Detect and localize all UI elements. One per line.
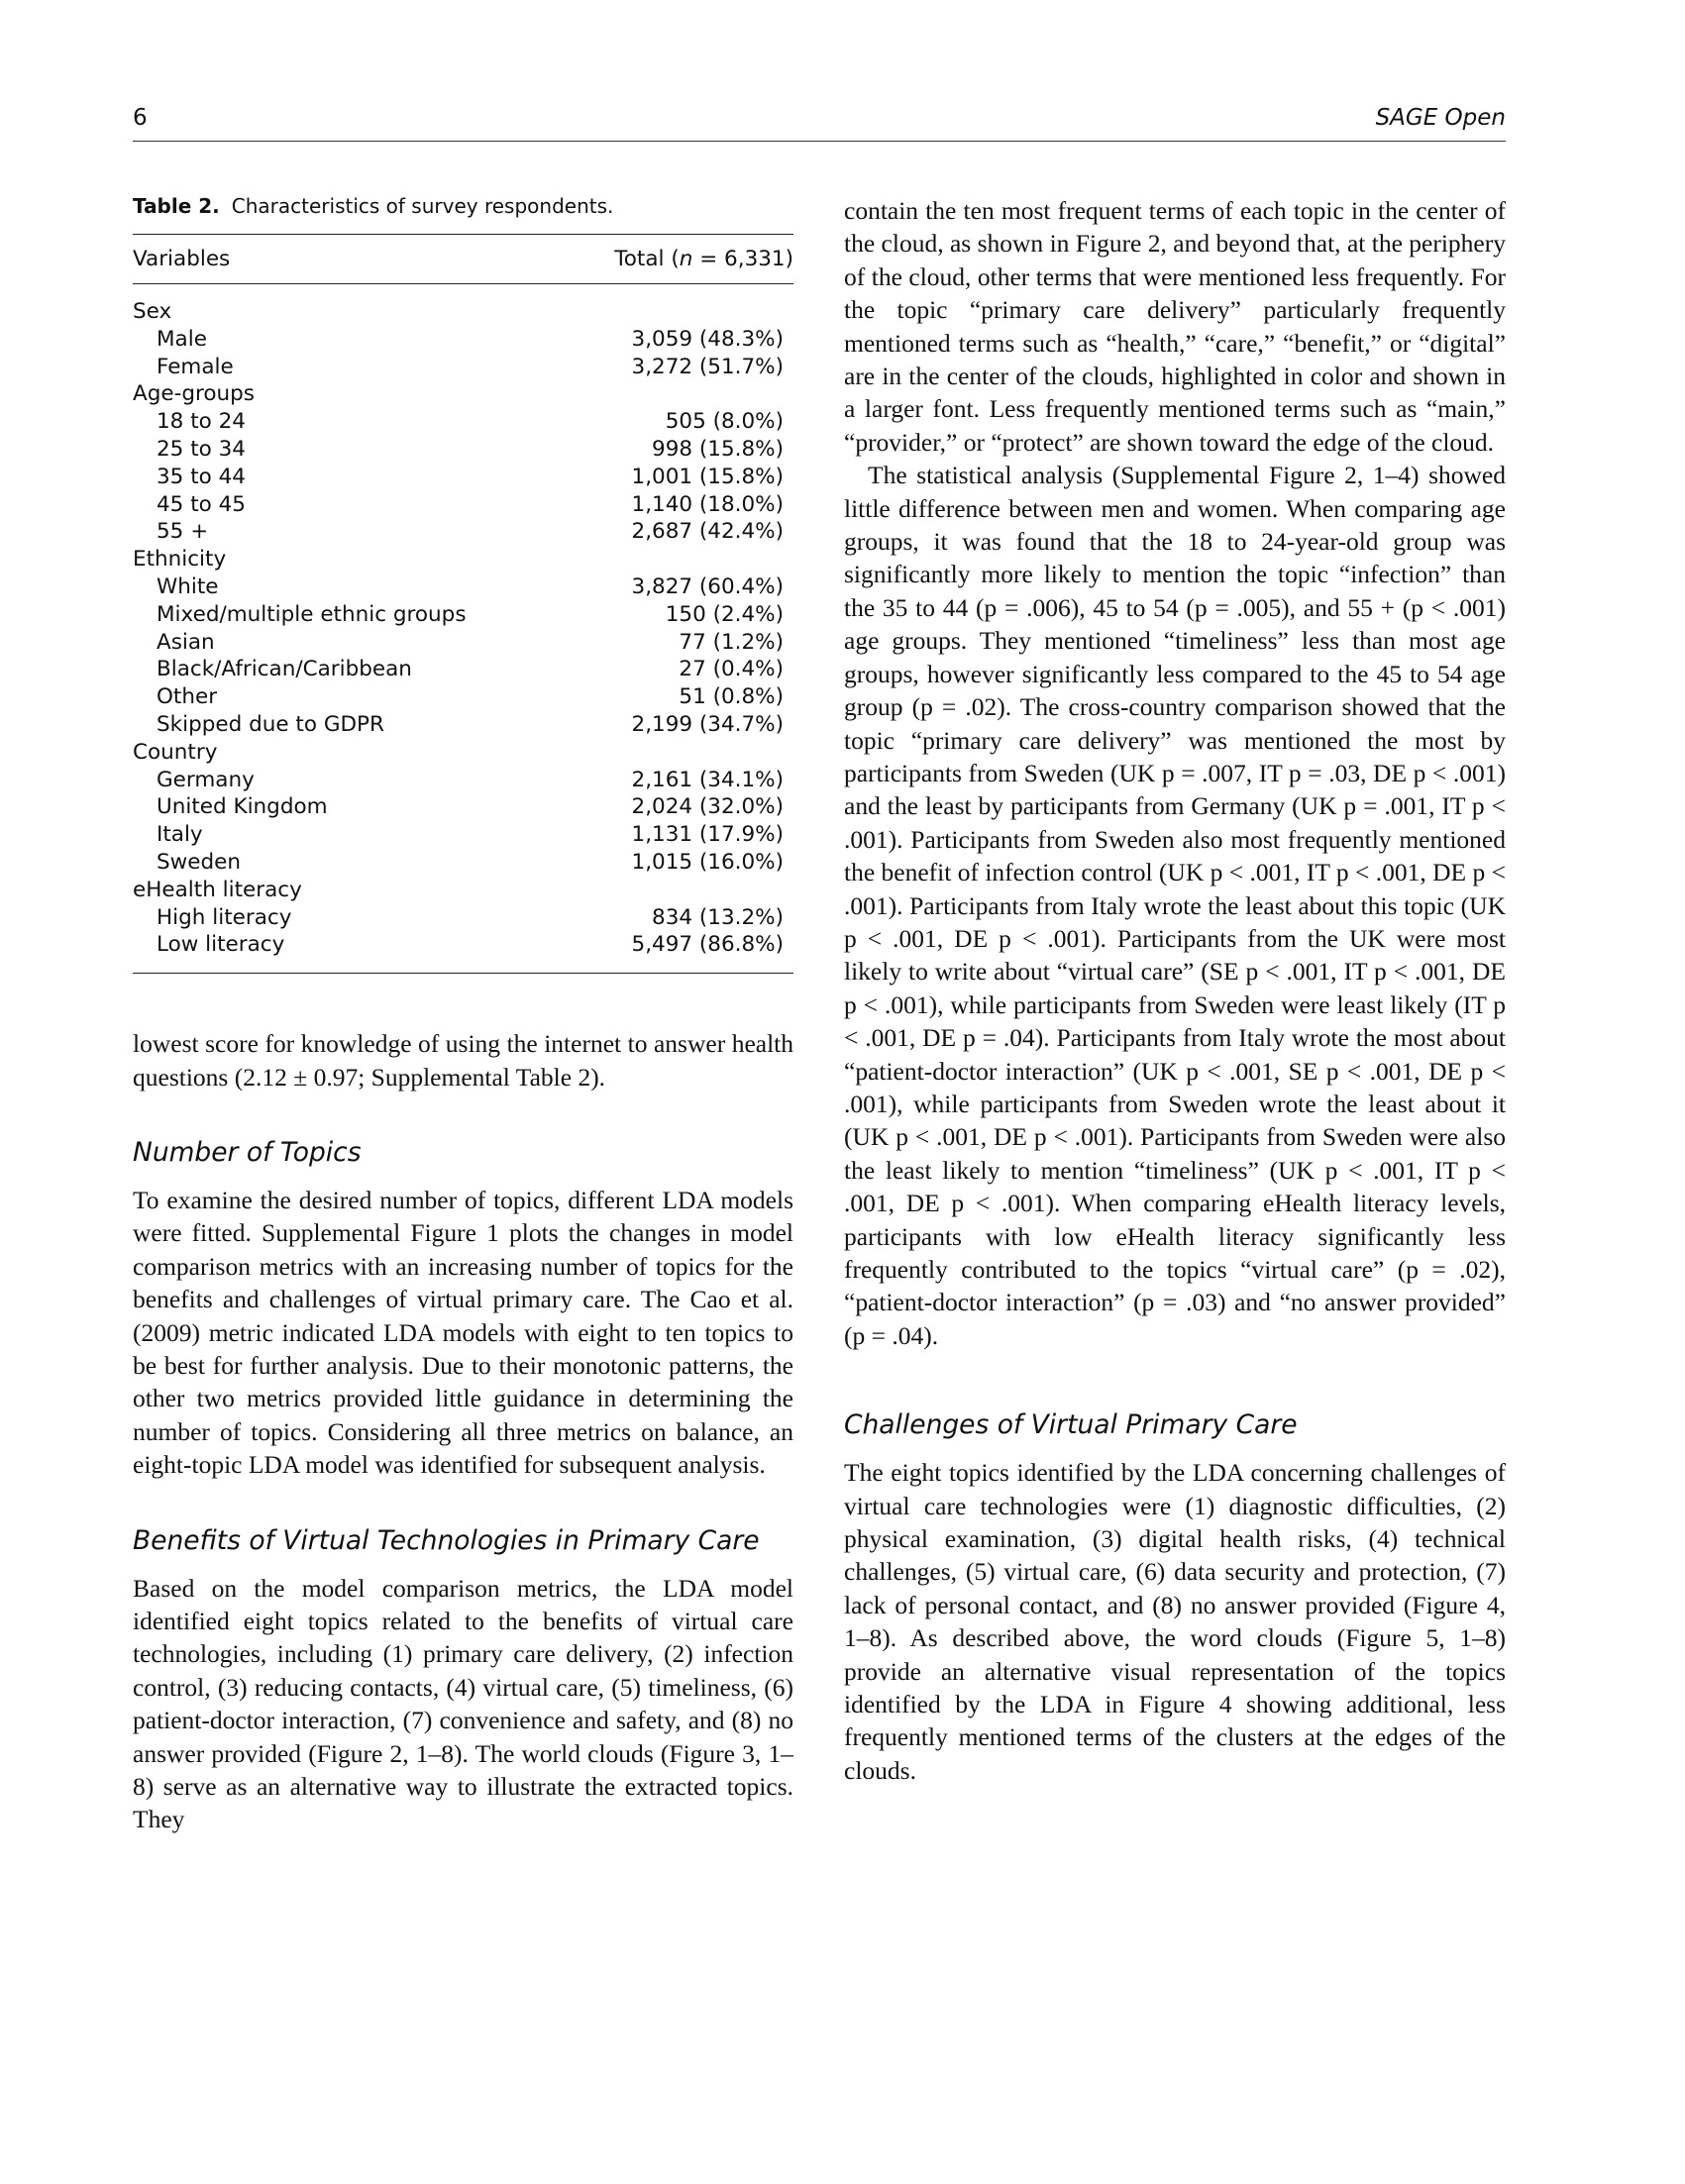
table-row: [133, 683, 793, 711]
table-row: [133, 601, 793, 629]
row-value: 1,140 (18.0%): [631, 491, 784, 517]
heading-benefits: Benefits of Virtual Technologies in Primary Care: [133, 1524, 760, 1556]
row-label: White: [157, 573, 219, 599]
table-row: [133, 931, 793, 973]
row-value: 834 (13.2%): [652, 904, 784, 930]
table-row: [133, 284, 793, 326]
table-row: [133, 573, 793, 601]
row-value: 3,059 (48.3%): [631, 326, 784, 352]
table-label: Table 2.: [133, 194, 220, 218]
col-header-variables: Variables: [133, 235, 563, 284]
paragraph-benefits: Based on the model comparison metrics, the LDA model identified eight topics related to the benefits of virtual care technologies, including (1) primary care delivery, (2) infection control, (3) reducing contacts, (4) virtual care, (5) timeliness, (6) patient-doctor interaction, (7) convenience and safety, and (8) no answer provided (Figure 2, 1–8). The world clouds (Figure 3, 1–8) serve as an alternative way to illustrate the extracted topics. They: [133, 1573, 793, 1834]
table-row: [133, 821, 793, 849]
row-value: [563, 546, 793, 573]
row-label: Country: [133, 739, 218, 765]
col-header-total: Total (n = 6,331): [563, 235, 793, 284]
journal-name: SAGE Open: [1375, 105, 1506, 131]
row-value: [563, 877, 793, 904]
row-value: 1,015 (16.0%): [631, 849, 784, 875]
row-value: [563, 284, 793, 326]
characteristics-table: [133, 234, 793, 974]
paragraph-statistics: The statistical analysis (Supplemental Figure 2, 1–4) showed little difference between men and women. When comparing age groups, it was found that the 18 to 24-year-old group was significantly more likely to mention the topic “infection” than the 35 to 44 (p = .006), 45 to 54 (p = .005), and 55 + (p < .001) age groups. They mentioned “timeliness” less than most age groups, however significantly less compared to the 45 to 54 age group (p = .02). The cross-country comparison showed that the topic “primary care delivery” was mentioned the most by participants from Sweden (UK p = .007, IT p = .03, DE p < .001) and the least by participants from Germany (UK p = .001, IT p < .001). Participants from Sweden also most frequently mentioned the benefit of infection control (UK p < .001, IT p < .001, DE p < .001). Participants from Italy wrote the least about this topic (UK p < .001, DE p < .001). Participants from the UK were most likely to write about “virtual care” (SE p < .001, IT p < .001, DE p < .001), while participants from Sweden were least likely (IT p < .001, DE p = .04). Participants from Italy wrote the most about “patient-doctor interaction” (UK p < .001, SE p < .001, DE p < .001), while participants from Sweden wrote the least about it (UK p < .001, DE p < .001). Participants from Sweden were also the least likely to mention “timeliness” (UK p < .001, IT p < .001, DE p < .001). When comparing eHealth literacy levels, participants with low eHealth literacy significantly less frequently contributed to the topics “virtual care” (p = .02), “patient-doctor interaction” (p = .03) and “no answer provided” (p = .04).: [844, 461, 1506, 1350]
row-label: 35 to 44: [157, 464, 246, 489]
row-value: 27 (0.4%): [679, 657, 784, 682]
row-label: Female: [157, 354, 234, 379]
table-row: [133, 656, 793, 683]
table-row: [133, 326, 793, 354]
row-value: 5,497 (86.8%): [563, 931, 793, 973]
table-row: [133, 739, 793, 767]
row-value: 2,161 (34.1%): [631, 767, 784, 792]
row-value: [563, 380, 793, 408]
row-label: Age-groups: [133, 381, 255, 407]
row-label: United Kingdom: [157, 794, 328, 820]
table-body: [133, 284, 793, 974]
row-value: 2,687 (42.4%): [631, 519, 784, 545]
row-value: 150 (2.4%): [665, 601, 784, 627]
row-value: 1,001 (15.8%): [631, 464, 784, 489]
row-label: Sweden: [157, 849, 241, 875]
row-label: Italy: [157, 822, 203, 848]
paragraph-intro: lowest score for knowledge of using the internet to answer health questions (2.12 ± 0.97; Supplemental Table 2).: [133, 1029, 793, 1092]
table-row: [133, 518, 793, 546]
row-label: High literacy: [157, 904, 292, 930]
table-row: [133, 380, 793, 408]
table-caption-text: Characteristics of survey respondents.: [231, 194, 614, 218]
row-value: [563, 739, 793, 767]
heading-challenges: Challenges of Virtual Primary Care: [844, 1409, 1298, 1441]
paragraph-continued: contain the ten most frequent terms of each topic in the center of the cloud, as shown in Figure 2, and beyond that, at the periphery of the cloud, other terms that were mentioned less frequently. For the topic “primary care delivery” particularly frequently mentioned terms such as “health,” “care,” “benefit,” or “digital” are in the center of the clouds, highlighted in color and shown in a larger font. Less frequently mentioned terms such as “main,” “provider,” or “protect” are shown toward the edge of the cloud.: [844, 196, 1506, 457]
table-row: [133, 464, 793, 491]
row-label: Germany: [157, 767, 255, 792]
table-row: [133, 491, 793, 519]
row-value: 3,272 (51.7%): [631, 354, 784, 379]
row-value: 51 (0.8%): [679, 684, 784, 710]
paragraph-challenges: The eight topics identified by the LDA concerning challenges of virtual care technologies were (1) diagnostic difficulties, (2) physical examination, (3) digital health risks, (4) technical challenges, (5) virtual care, (6) data security and protection, (7) lack of personal contact, and (8) no answer provided (Figure 4, 1–8). As described above, the word clouds (Figure 5, 1–8) provide an alternative visual representation of the topics identified by the LDA in Figure 4 showing additional, less frequently mentioned terms of the clusters at the edges of the clouds.: [844, 1458, 1506, 1785]
row-label: 18 to 24: [157, 409, 246, 435]
table-caption: [133, 194, 793, 218]
row-label: Ethnicity: [133, 547, 227, 572]
row-label: Male: [157, 326, 207, 352]
row-label: Asian: [157, 629, 215, 655]
table-row: [133, 849, 793, 877]
right-column: [844, 194, 1506, 1787]
table-row: [133, 436, 793, 464]
row-label: 25 to 34: [157, 436, 246, 462]
table-row: [133, 793, 793, 821]
row-label: Low literacy: [133, 931, 563, 973]
row-label: Mixed/multiple ethnic groups: [157, 601, 467, 627]
row-value: 3,827 (60.4%): [631, 573, 784, 599]
table-row: [133, 711, 793, 739]
table-row: [133, 877, 793, 904]
table-row: [133, 904, 793, 932]
page-header: [133, 105, 1506, 142]
table-row: [133, 354, 793, 381]
page-number: 6: [133, 105, 148, 131]
table-row: [133, 767, 793, 794]
row-label: Skipped due to GDPR: [157, 711, 384, 737]
row-value: 2,199 (34.7%): [631, 711, 784, 737]
table-row: [133, 546, 793, 573]
row-value: 998 (15.8%): [652, 436, 784, 462]
row-value: 505 (8.0%): [665, 409, 784, 435]
table-header-row: [133, 235, 793, 284]
table-row: [133, 408, 793, 436]
paragraph-number-of-topics: To examine the desired number of topics, different LDA models were fitted. Supplemental Figure 1 plots the changes in model comparison metrics with an increasing number of topics for the benefits and challenges of virtual primary care. The Cao et al. (2009) metric indicated LDA models with eight to ten topics to be best for further analysis. Due to their monotonic patterns, the other two metrics provided little guidance in determining the number of topics. Considering all three metrics on balance, an eight-topic LDA model was identified for subsequent analysis.: [133, 1185, 793, 1480]
row-label: eHealth literacy: [133, 877, 302, 902]
heading-number-of-topics: Number of Topics: [133, 1136, 362, 1168]
row-label: 55 +: [157, 519, 209, 545]
left-column: [133, 194, 793, 1836]
row-value: 2,024 (32.0%): [631, 794, 784, 820]
row-value: 77 (1.2%): [679, 629, 784, 655]
row-value: 1,131 (17.9%): [631, 822, 784, 848]
row-label: Other: [157, 684, 218, 710]
row-label: 45 to 45: [157, 491, 246, 517]
row-label: Black/African/Caribbean: [157, 657, 412, 682]
row-label: Sex: [133, 299, 172, 324]
table-row: [133, 629, 793, 657]
